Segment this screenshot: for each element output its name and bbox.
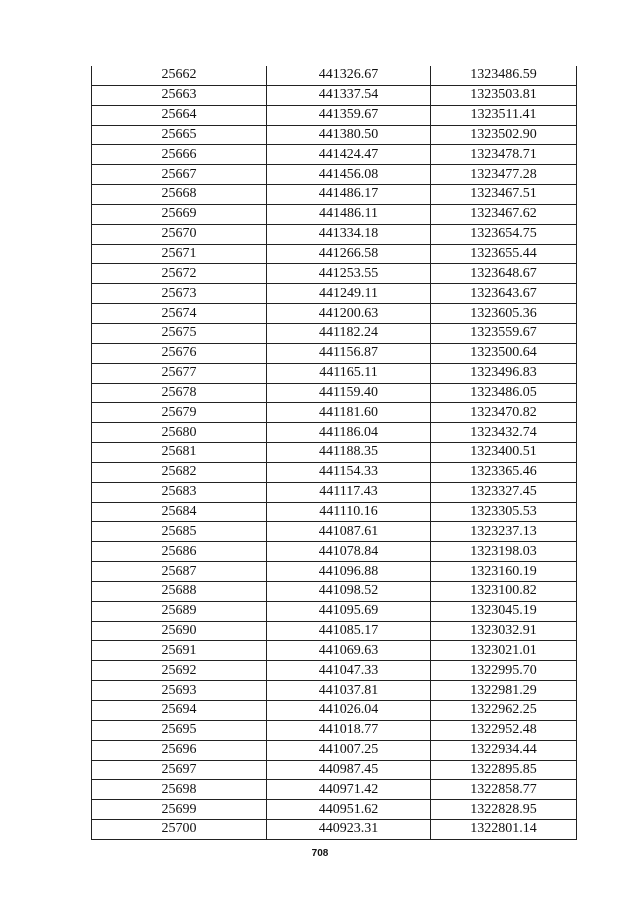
table-row (92, 125, 577, 145)
y-coordinate-cell: 1323503.81 (431, 85, 577, 105)
table-row (92, 264, 577, 284)
point-id-cell: 25663 (92, 85, 267, 105)
y-coordinate-cell: 1323559.67 (431, 323, 577, 343)
y-coordinate-cell: 1323045.19 (431, 601, 577, 621)
point-id-cell: 25667 (92, 165, 267, 185)
y-coordinate-cell: 1323237.13 (431, 522, 577, 542)
point-id-cell: 25670 (92, 224, 267, 244)
point-id-cell: 25700 (92, 820, 267, 840)
table-row (92, 542, 577, 562)
y-coordinate-cell: 1322801.14 (431, 820, 577, 840)
y-coordinate-cell: 1323021.01 (431, 641, 577, 661)
point-id-cell: 25679 (92, 403, 267, 423)
point-id-cell: 25662 (92, 66, 267, 85)
y-coordinate-cell: 1323500.64 (431, 343, 577, 363)
point-id-cell: 25694 (92, 701, 267, 721)
x-coordinate-cell: 441154.33 (267, 462, 431, 482)
point-id-cell: 25682 (92, 462, 267, 482)
table-row (92, 581, 577, 601)
x-coordinate-cell: 441078.84 (267, 542, 431, 562)
y-coordinate-cell: 1323648.67 (431, 264, 577, 284)
table-row (92, 800, 577, 820)
table-row (92, 562, 577, 582)
table-row (92, 502, 577, 522)
point-id-cell: 25674 (92, 304, 267, 324)
x-coordinate-cell: 441181.60 (267, 403, 431, 423)
x-coordinate-cell: 441087.61 (267, 522, 431, 542)
x-coordinate-cell: 441085.17 (267, 621, 431, 641)
x-coordinate-cell: 441159.40 (267, 383, 431, 403)
table-row (92, 681, 577, 701)
x-coordinate-cell: 441249.11 (267, 284, 431, 304)
table-row (92, 244, 577, 264)
table-row (92, 284, 577, 304)
coordinate-table (91, 66, 577, 840)
table-row (92, 66, 577, 85)
x-coordinate-cell: 441095.69 (267, 601, 431, 621)
x-coordinate-cell: 441334.18 (267, 224, 431, 244)
table-row (92, 304, 577, 324)
x-coordinate-cell: 441007.25 (267, 740, 431, 760)
table-row (92, 720, 577, 740)
table-row (92, 443, 577, 463)
y-coordinate-cell: 1322981.29 (431, 681, 577, 701)
x-coordinate-cell: 441182.24 (267, 323, 431, 343)
x-coordinate-cell: 441156.87 (267, 343, 431, 363)
x-coordinate-cell: 441266.58 (267, 244, 431, 264)
table-row (92, 204, 577, 224)
point-id-cell: 25689 (92, 601, 267, 621)
y-coordinate-cell: 1323467.62 (431, 204, 577, 224)
table-row (92, 383, 577, 403)
y-coordinate-cell: 1322895.85 (431, 760, 577, 780)
x-coordinate-cell: 441047.33 (267, 661, 431, 681)
table-row (92, 621, 577, 641)
point-id-cell: 25665 (92, 125, 267, 145)
x-coordinate-cell: 441359.67 (267, 105, 431, 125)
x-coordinate-cell: 440923.31 (267, 820, 431, 840)
point-id-cell: 25696 (92, 740, 267, 760)
point-id-cell: 25672 (92, 264, 267, 284)
table-row (92, 760, 577, 780)
x-coordinate-cell: 441117.43 (267, 482, 431, 502)
page-number: 708 (311, 848, 329, 859)
table-row (92, 165, 577, 185)
point-id-cell: 25666 (92, 145, 267, 165)
point-id-cell: 25675 (92, 323, 267, 343)
x-coordinate-cell: 441110.16 (267, 502, 431, 522)
point-id-cell: 25692 (92, 661, 267, 681)
table-row (92, 145, 577, 165)
y-coordinate-cell: 1322934.44 (431, 740, 577, 760)
y-coordinate-cell: 1323467.51 (431, 185, 577, 205)
y-coordinate-cell: 1323502.90 (431, 125, 577, 145)
x-coordinate-cell: 441253.55 (267, 264, 431, 284)
x-coordinate-cell: 441098.52 (267, 581, 431, 601)
table-row (92, 423, 577, 443)
point-id-cell: 25687 (92, 562, 267, 582)
y-coordinate-cell: 1322952.48 (431, 720, 577, 740)
y-coordinate-cell: 1323305.53 (431, 502, 577, 522)
table-row (92, 701, 577, 721)
table-row (92, 85, 577, 105)
y-coordinate-cell: 1322995.70 (431, 661, 577, 681)
x-coordinate-cell: 441486.17 (267, 185, 431, 205)
coordinate-table-body (92, 66, 577, 839)
x-coordinate-cell: 440987.45 (267, 760, 431, 780)
point-id-cell: 25686 (92, 542, 267, 562)
y-coordinate-cell: 1323032.91 (431, 621, 577, 641)
point-id-cell: 25685 (92, 522, 267, 542)
point-id-cell: 25678 (92, 383, 267, 403)
x-coordinate-cell: 441456.08 (267, 165, 431, 185)
x-coordinate-cell: 441380.50 (267, 125, 431, 145)
x-coordinate-cell: 441337.54 (267, 85, 431, 105)
x-coordinate-cell: 441200.63 (267, 304, 431, 324)
table-row (92, 224, 577, 244)
point-id-cell: 25676 (92, 343, 267, 363)
x-coordinate-cell: 441165.11 (267, 363, 431, 383)
table-row (92, 522, 577, 542)
x-coordinate-cell: 441026.04 (267, 701, 431, 721)
x-coordinate-cell: 441096.88 (267, 562, 431, 582)
y-coordinate-cell: 1323654.75 (431, 224, 577, 244)
point-id-cell: 25664 (92, 105, 267, 125)
y-coordinate-cell: 1323643.67 (431, 284, 577, 304)
x-coordinate-cell: 441326.67 (267, 66, 431, 85)
table-row (92, 343, 577, 363)
x-coordinate-cell: 440951.62 (267, 800, 431, 820)
table-row (92, 323, 577, 343)
point-id-cell: 25693 (92, 681, 267, 701)
point-id-cell: 25690 (92, 621, 267, 641)
table-row (92, 185, 577, 205)
point-id-cell: 25680 (92, 423, 267, 443)
table-row (92, 403, 577, 423)
y-coordinate-cell: 1323327.45 (431, 482, 577, 502)
y-coordinate-cell: 1322828.95 (431, 800, 577, 820)
point-id-cell: 25681 (92, 443, 267, 463)
point-id-cell: 25691 (92, 641, 267, 661)
point-id-cell: 25671 (92, 244, 267, 264)
x-coordinate-cell: 441069.63 (267, 641, 431, 661)
point-id-cell: 25699 (92, 800, 267, 820)
x-coordinate-cell: 441424.47 (267, 145, 431, 165)
point-id-cell: 25669 (92, 204, 267, 224)
point-id-cell: 25668 (92, 185, 267, 205)
y-coordinate-cell: 1323655.44 (431, 244, 577, 264)
y-coordinate-cell: 1323486.05 (431, 383, 577, 403)
point-id-cell: 25684 (92, 502, 267, 522)
y-coordinate-cell: 1322858.77 (431, 780, 577, 800)
point-id-cell: 25697 (92, 760, 267, 780)
y-coordinate-cell: 1323100.82 (431, 581, 577, 601)
y-coordinate-cell: 1322962.25 (431, 701, 577, 721)
table-row (92, 105, 577, 125)
table-row (92, 641, 577, 661)
y-coordinate-cell: 1323486.59 (431, 66, 577, 85)
table-row (92, 601, 577, 621)
point-id-cell: 25698 (92, 780, 267, 800)
table-row (92, 740, 577, 760)
table-row (92, 661, 577, 681)
x-coordinate-cell: 440971.42 (267, 780, 431, 800)
y-coordinate-cell: 1323160.19 (431, 562, 577, 582)
y-coordinate-cell: 1323511.41 (431, 105, 577, 125)
point-id-cell: 25673 (92, 284, 267, 304)
table-row (92, 820, 577, 840)
point-id-cell: 25688 (92, 581, 267, 601)
y-coordinate-cell: 1323365.46 (431, 462, 577, 482)
x-coordinate-cell: 441188.35 (267, 443, 431, 463)
y-coordinate-cell: 1323400.51 (431, 443, 577, 463)
y-coordinate-cell: 1323198.03 (431, 542, 577, 562)
point-id-cell: 25695 (92, 720, 267, 740)
y-coordinate-cell: 1323432.74 (431, 423, 577, 443)
x-coordinate-cell: 441037.81 (267, 681, 431, 701)
y-coordinate-cell: 1323496.83 (431, 363, 577, 383)
x-coordinate-cell: 441186.04 (267, 423, 431, 443)
y-coordinate-cell: 1323470.82 (431, 403, 577, 423)
point-id-cell: 25677 (92, 363, 267, 383)
y-coordinate-cell: 1323477.28 (431, 165, 577, 185)
y-coordinate-cell: 1323478.71 (431, 145, 577, 165)
table-row (92, 780, 577, 800)
y-coordinate-cell: 1323605.36 (431, 304, 577, 324)
table-row (92, 363, 577, 383)
x-coordinate-cell: 441486.11 (267, 204, 431, 224)
table-row (92, 462, 577, 482)
x-coordinate-cell: 441018.77 (267, 720, 431, 740)
table-row (92, 482, 577, 502)
point-id-cell: 25683 (92, 482, 267, 502)
